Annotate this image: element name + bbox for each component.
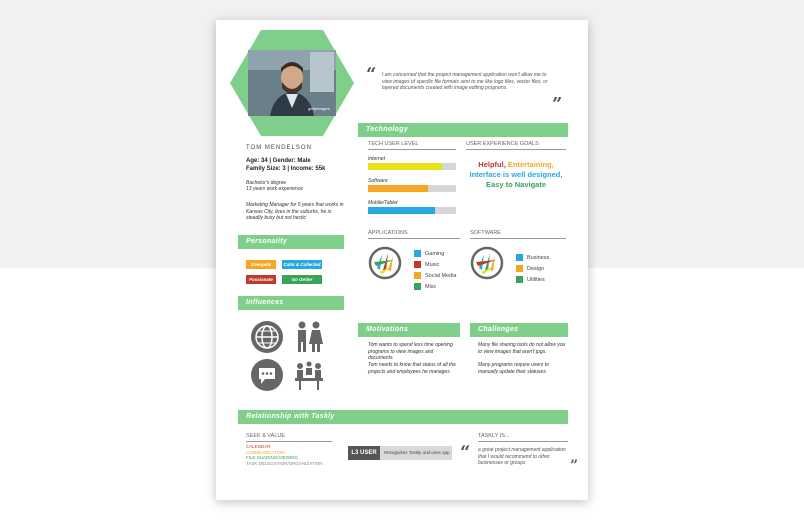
technology-header: Technology <box>358 123 568 137</box>
taskly-quote-close: ” <box>570 458 579 474</box>
legend-label: Business <box>527 254 550 261</box>
tech-user-level-label: TECH USER LEVEL <box>368 140 456 150</box>
tech-level-item <box>368 200 456 222</box>
legend-item <box>414 281 457 292</box>
software-label: SOFTWARE <box>470 229 566 239</box>
stats-line-1: Age: 34 | Gender: Male <box>246 158 311 164</box>
user-level-desc: Recognizes Taskly and uses app <box>384 450 450 455</box>
user-level-box <box>348 446 452 460</box>
software-legend <box>516 252 549 285</box>
photo-watermark: gettyimages <box>308 106 330 111</box>
legend-label: Social Media <box>425 272 457 279</box>
relationship-header: Relationship with Taskly <box>238 410 568 424</box>
legend-item <box>414 248 457 259</box>
seek-item: TASK DELEGATION/ORGANIZATION <box>246 460 323 466</box>
challenges-header: Challenges <box>470 323 568 337</box>
tech-level-item <box>368 156 456 178</box>
tech-level-item <box>368 178 456 200</box>
quote-open-mark: “ <box>366 64 377 85</box>
legend-swatch <box>414 261 421 268</box>
legend-item <box>414 259 457 270</box>
ux-goal-interface: Interface is well designed, <box>469 170 563 179</box>
tech-level-bar <box>368 163 456 170</box>
legend-swatch <box>516 276 523 283</box>
tech-level-label: Software <box>368 178 388 184</box>
influences-header: Influences <box>238 296 344 310</box>
family-table-icon <box>292 358 326 392</box>
user-level-badge: L3 USER <box>348 446 380 460</box>
personality-tag: Energetic <box>246 260 276 269</box>
seek-item: FILE SHARING/VIEWING <box>246 455 299 461</box>
taskly-is-label: TASKLY IS... <box>478 432 568 442</box>
taskly-quote-open: “ <box>460 442 471 463</box>
applications-legend <box>414 248 457 292</box>
ux-goal-entertaining: Entertaining, <box>507 160 554 169</box>
personality-tag: Passionate <box>246 275 276 284</box>
applications-pie-icon <box>368 246 402 280</box>
personality-tag: Calm & Collected <box>283 262 321 267</box>
seek-value-list <box>246 444 323 466</box>
persona-name: TOM MENDELSON <box>246 145 312 151</box>
chat-bubble-icon <box>250 358 284 392</box>
ux-goals-label: USER EXPERIENCE GOALS <box>466 140 566 150</box>
legend-swatch <box>516 265 523 272</box>
bio: Marketing Manager for 5 years that works in Kansas City, lives in the suburbs, he is steadily busy but not hectic <box>246 202 344 221</box>
seek-item: COMMUNICATION <box>246 449 285 455</box>
persona-quote: I am concerned that the project management application won't allow me to view images of specific file formats sent to me like logo files, vector files, or layered documents created with image editing programs. <box>382 72 548 91</box>
tech-level-list <box>368 156 456 222</box>
stats-line-2: Family Size: 3 | Income: 55k <box>246 166 326 172</box>
ux-goal-helpful: Helpful, <box>478 160 508 169</box>
seek-value-label: SEEK & VALUE <box>246 432 332 442</box>
legend-label: Music <box>425 261 440 268</box>
education: Bachelor's degree <box>246 180 287 186</box>
legend-swatch <box>516 254 523 261</box>
ux-goal-navigate: Easy to Navigate <box>485 180 547 189</box>
tech-level-label: Mobile/Tablet <box>368 200 398 206</box>
tech-level-fill <box>368 207 435 214</box>
legend-swatch <box>414 283 421 290</box>
motivations-header: Motivations <box>358 323 460 337</box>
software-pie-icon <box>470 246 504 280</box>
motivation-item: Tom wants to spend less time opening programs to view images and documents. <box>368 342 453 361</box>
personality-tags <box>246 260 346 284</box>
globe-icon <box>250 320 284 354</box>
legend-swatch <box>414 250 421 257</box>
legend-item <box>516 252 549 263</box>
legend-label: Utilities <box>527 276 545 283</box>
taskly-quote: a great project management application that I would recommend to other businesses or groups <box>478 447 566 466</box>
legend-item <box>516 263 549 274</box>
legend-label: Design <box>527 265 545 272</box>
tech-level-label: Internet <box>368 156 385 162</box>
challenge-item: Many programs require users to manually update their statuses <box>478 362 549 375</box>
profile-photo-frame <box>230 30 354 136</box>
legend-label: Misc <box>425 283 437 290</box>
legend-item <box>516 274 549 285</box>
applications-label: APPLICATIONS <box>368 229 460 239</box>
challenge-item: Many file sharing tools do not allow you to view images that aren't jpgs. <box>478 342 566 355</box>
couple-icon <box>292 320 326 354</box>
tech-level-fill <box>368 163 442 170</box>
ux-goals-text <box>468 160 564 190</box>
seek-item: CALENDAR <box>246 444 271 449</box>
legend-swatch <box>414 272 421 279</box>
tech-level-bar <box>368 207 456 214</box>
legend-item <box>414 270 457 281</box>
personality-tag: Go Getter <box>282 275 322 284</box>
experience: 13 years work experience <box>246 186 303 192</box>
quote-close-mark: ” <box>552 94 563 115</box>
legend-label: Gaming <box>425 250 445 257</box>
persona-sheet <box>216 20 588 500</box>
personality-header: Personality <box>238 235 344 249</box>
tech-level-fill <box>368 185 428 192</box>
motivation-item: Tom needs to know that status of all the projects and employees he manages <box>368 362 456 375</box>
tech-level-bar <box>368 185 456 192</box>
